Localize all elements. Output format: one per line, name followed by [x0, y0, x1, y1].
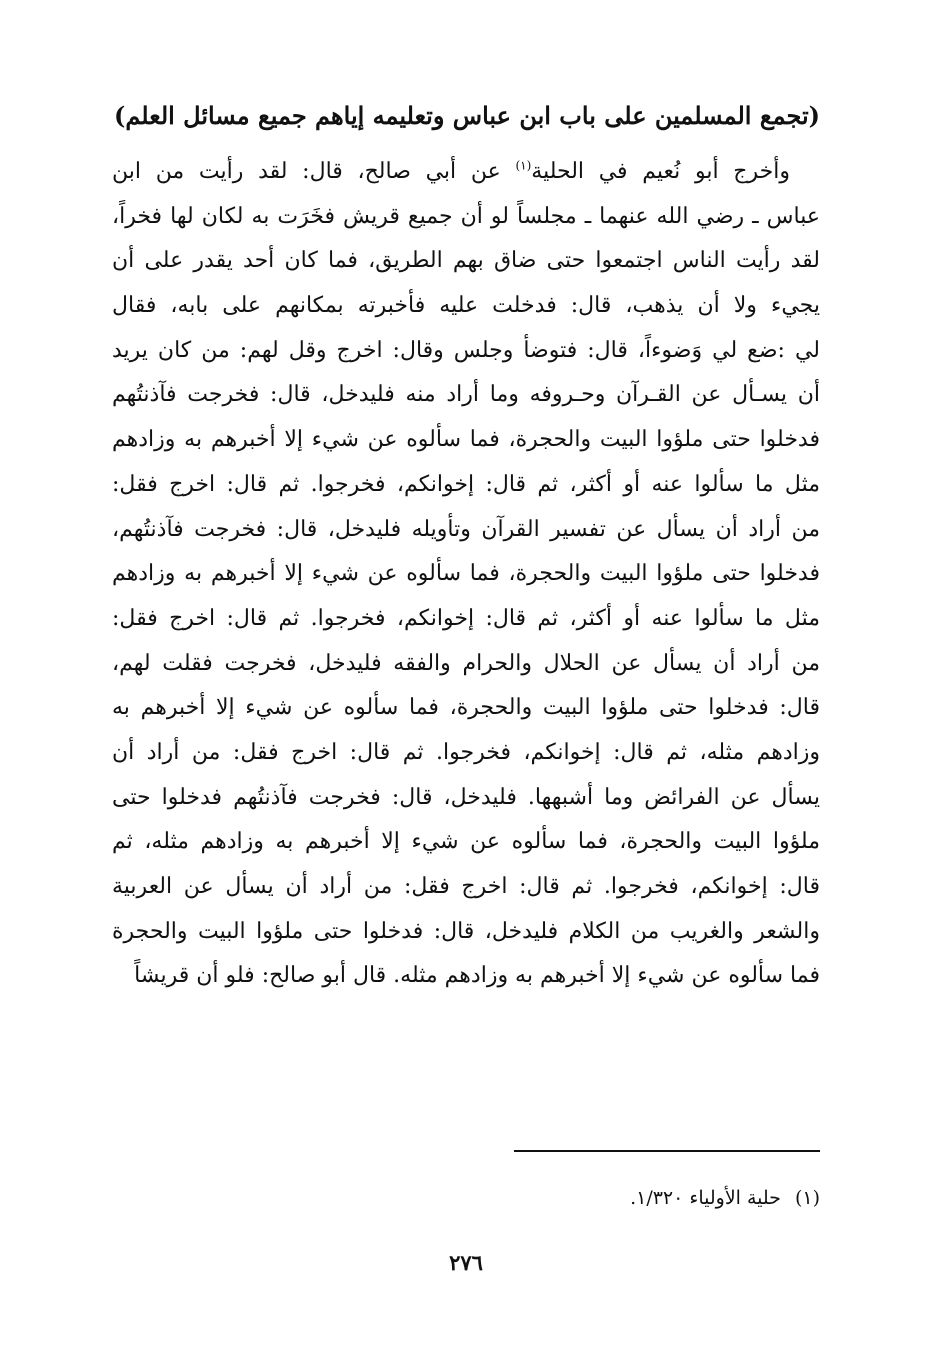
paragraph-line: قال: إخوانكم، فخرجوا. ثم قال: اخرج فقل: من أراد أن يسأل عن العربية	[112, 874, 820, 899]
footnote-number: (١)	[794, 1187, 820, 1209]
page-number: ٢٧٦	[449, 1250, 483, 1275]
paragraph-line: فما سألوه عن شيء إلا أخبرهم به وزادهم مثله. قال أبو صالح: فلو أن قريشاً	[134, 963, 820, 989]
paragraph-line: قال: فدخلوا حتى ملؤوا البيت والحجرة، فما سألوه عن شيء إلا أخبرهم به	[112, 695, 820, 721]
paragraph-line: لي :ضع لي وَضوءاً، قال: فتوضأ وجلس وقال: اخرج وقل لهم: من كان يريد	[112, 337, 820, 363]
paragraph-line: أن يسـأل عن القـرآن وحـروفه وما أراد منه فليدخل، قال: فخرجت فآذنتُهم	[112, 382, 820, 408]
paragraph-line: لقد رأيت الناس اجتمعوا حتى ضاق بهم الطريق، فما كان أحد يقدر على أن	[112, 248, 820, 274]
footnote-text: حلية الأولياء ١/٣٢٠.	[630, 1187, 781, 1209]
footnote	[400, 1183, 820, 1213]
paragraph-line: مثل ما سألوا عنه أو أكثر، ثم قال: إخوانكم، فخرجوا. ثم قال: اخرج فقل:	[112, 471, 820, 497]
line1-after-note: عن أبي صالح، قال: لقد رأيت من ابن	[112, 159, 516, 184]
paragraph-line-1	[112, 150, 820, 195]
paragraph-line: عباس ـ رضي الله عنهما ـ مجلساً لو أن جميع قريش فخَرَت به لكان لها فخراً،	[112, 203, 820, 229]
paragraph-line: مثل ما سألوا عنه أو أكثر، ثم قال: إخوانكم، فخرجوا. ثم قال: اخرج فقل:	[112, 605, 820, 631]
paragraph-line: يجيء ولا أن يذهب، قال: فدخلت عليه فأخبرته بمكانهم على بابه، فقال	[112, 293, 820, 319]
paragraph-line: ملؤوا البيت والحجرة، فما سألوه عن شيء إلا أخبرهم به وزادهم مثله، ثم	[112, 829, 820, 855]
paragraph-line: فدخلوا حتى ملؤوا البيت والحجرة، فما سألوه عن شيء إلا أخبرهم به وزادهم	[112, 427, 820, 453]
paragraph-line: فدخلوا حتى ملؤوا البيت والحجرة، فما سألوه عن شيء إلا أخبرهم به وزادهم	[112, 561, 820, 587]
section-heading: (تجمع المسلمين على باب ابن عباس وتعليمه إياهم جميع مسائل العلم)	[113, 101, 820, 130]
paragraph-line: يسأل عن الفرائض وما أشبهها. فليدخل، قال: فخرجت فآذنتُهم فدخلوا حتى	[112, 784, 820, 810]
paragraph-line: من أراد أن يسأل عن الحلال والحرام والفقه فليدخل، فخرجت فقلت لهم،	[112, 650, 820, 676]
paragraph-line: من أراد أن يسأل عن تفسير القرآن وتأويله فليدخل، قال: فخرجت فآذنتُهم،	[112, 516, 820, 542]
paragraph-line: وزادهم مثله، ثم قال: إخوانكم، فخرجوا. ثم قال: اخرج فقل: من أراد أن	[112, 739, 820, 765]
body-paragraph	[112, 150, 820, 999]
footnote-marker: (١)	[515, 158, 532, 173]
line1-before-note: وأخرج أبو نُعيم في الحلية	[531, 159, 790, 184]
footnote-divider	[514, 1150, 820, 1152]
paragraph-line: والشعر والغريب من الكلام فليدخل، قال: فدخلوا حتى ملؤوا البيت والحجرة	[112, 918, 820, 944]
